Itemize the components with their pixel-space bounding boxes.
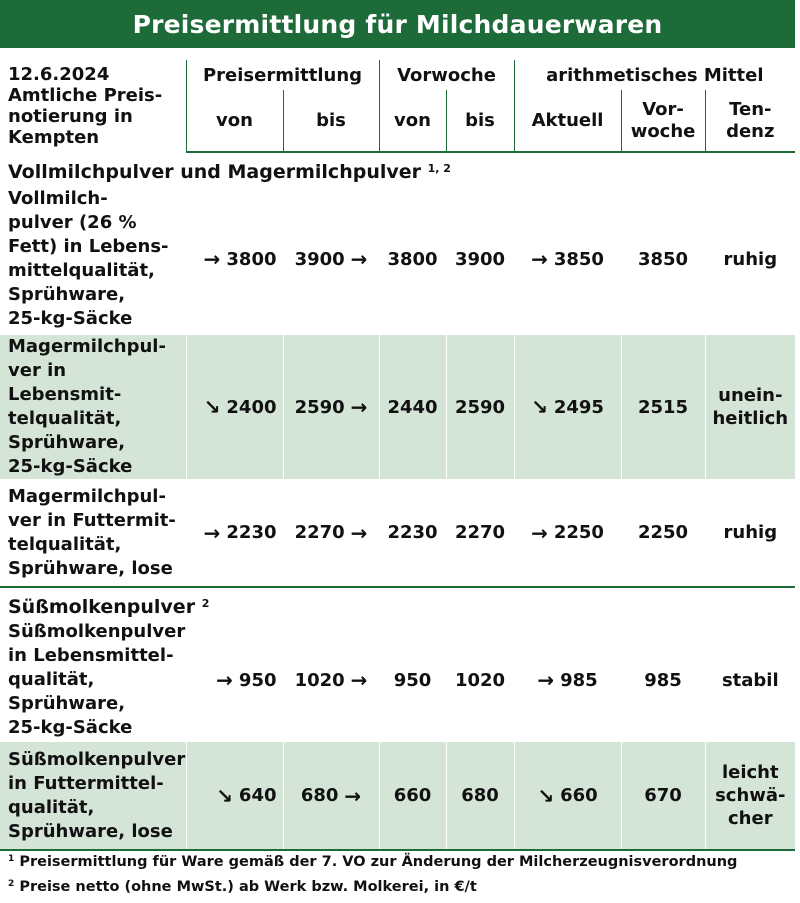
page-title: Preisermittlung für Milchdauerwaren (0, 0, 795, 48)
header-von: von (186, 90, 283, 152)
table-row: Süßmolkenpulver in Lebensmittel- qualität, Sprühware, 25-kg-Säcke → 950 1020 → 950 1020 → 985 985 stabil (0, 618, 795, 742)
table-row: Magermilchpul- ver in Lebensmit- telqualität, Sprühware, 25-kg-Säcke ↘ 2400 2590 → 2440 2590 ↘ 2495 2515 unein- heitlich (0, 335, 795, 479)
trend-arrow-icon: ↘ (537, 783, 555, 808)
tendency: unein- heitlich (705, 335, 795, 479)
trend-arrow-icon: → (350, 247, 368, 271)
tendency: leicht schwä- cher (705, 742, 795, 850)
trend-arrow-icon: ↘ (216, 783, 233, 808)
product-label: Süßmolkenpulver in Futtermittel- qualität, Sprühware, lose (0, 742, 186, 850)
table-row: Vollmilch- pulver (26 % Fett) in Lebens- mittelqualität, Sprühware, 25-kg-Säcke → 3800 3900 → 3800 3900 → 3850 3850 ruhig (0, 183, 795, 335)
price-table (0, 60, 795, 851)
trend-arrow-icon: → (344, 783, 362, 808)
product-label: Magermilchpul- ver in Lebensmit- telqualität, Sprühware, 25-kg-Säcke (0, 335, 186, 479)
trend-arrow-icon: → (350, 668, 368, 692)
trend-arrow-icon: → (537, 668, 555, 692)
product-label: Magermilchpul- ver in Futtermit- telqualität, Sprühware, lose (0, 479, 186, 587)
trend-arrow-icon: → (531, 520, 548, 545)
product-label: Süßmolkenpulver in Lebensmittel- qualität, Sprühware, 25-kg-Säcke (8, 621, 186, 738)
product-label: Vollmilch- pulver (26 % Fett) in Lebens- mittelqualität, Sprühware, 25-kg-Säcke (8, 188, 169, 329)
trend-arrow-icon: → (350, 395, 368, 419)
footnote: $^2$ Preise netto (ohne MwSt.) ab Werk bzw. Molkerei, in €/t (8, 879, 477, 895)
trend-arrow-icon: → (216, 668, 233, 692)
trend-arrow-icon: → (203, 247, 221, 271)
trend-arrow-icon: ↘ (203, 395, 221, 419)
table-row: Süßmolkenpulver in Futtermittel- qualität, Sprühware, lose ↘ 640 680 → 660 680 ↘ 660 670 leicht schwä- cher (0, 742, 795, 850)
header-aktuell: Aktuell (514, 90, 621, 152)
header-vorwoche-group: Vorwoche (379, 60, 514, 90)
tendency: ruhig (705, 479, 795, 587)
trend-arrow-icon: → (531, 247, 548, 271)
trend-arrow-icon: → (350, 520, 368, 545)
header-vorwoche: Vor- woche (621, 90, 705, 152)
footnotes (8, 848, 737, 898)
group-heading: Süßmolkenpulver $^2$ (8, 596, 210, 618)
header-preisermittlung: Preisermittlung (186, 60, 379, 90)
group-heading: Vollmilchpulver und Magermilchpulver $^{1, 2}$ (8, 161, 451, 183)
date-header: 12.6.2024 Amtliche Preis- notierung in Kempten (8, 64, 163, 148)
header-bis: bis (283, 90, 379, 152)
tendency: stabil (721, 669, 779, 691)
header-vw-von: von (379, 90, 446, 152)
footnote: $^1$ Preisermittlung für Ware gemäß der 7. VO zur Änderung der Milcherzeugnisverordnung (8, 854, 738, 870)
header-vw-bis: bis (446, 90, 514, 152)
tendency: ruhig (723, 248, 778, 270)
header-mittel: arithmetisches Mittel (514, 60, 795, 90)
trend-arrow-icon: → (203, 520, 221, 545)
table-row: Magermilchpul- ver in Futtermit- telqualität, Sprühware, lose → 2230 2270 → 2230 2270 → 2250 2250 ruhig (0, 479, 795, 587)
trend-arrow-icon: ↘ (531, 395, 548, 419)
header-tendenz: Ten- denz (705, 90, 795, 152)
